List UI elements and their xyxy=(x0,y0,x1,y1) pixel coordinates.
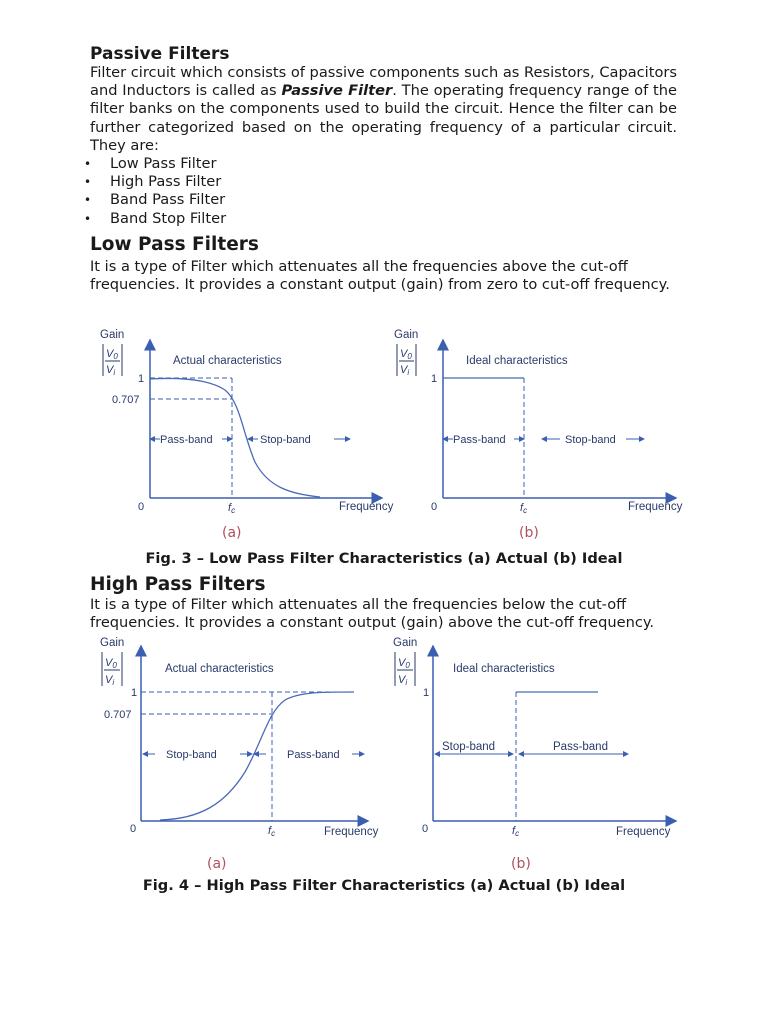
svg-text:V0: V0 xyxy=(106,348,118,361)
low-pass-section xyxy=(90,234,677,294)
chart-title: Ideal characteristics xyxy=(453,663,555,675)
panel-label-b: (b) xyxy=(519,525,539,541)
low-pass-actual-chart xyxy=(100,329,394,541)
x-axis-label: Frequency xyxy=(616,826,671,838)
x-tick-0: 0 xyxy=(431,501,438,513)
low-pass-paragraph: It is a type of Filter which attenuates all the frequencies above the cut-off frequencies. It provides a constant output (gain) from zero to cut-off frequency. xyxy=(90,258,670,294)
high-pass-ideal-chart xyxy=(393,637,676,872)
panel-label-a: (a) xyxy=(207,856,227,872)
y-tick-1: 1 xyxy=(131,687,138,699)
gain-label: Gain xyxy=(100,329,125,341)
svg-text:Vi: Vi xyxy=(106,364,116,377)
svg-text:Vi: Vi xyxy=(105,674,115,687)
svg-text:V0: V0 xyxy=(105,657,117,670)
svg-text:V0: V0 xyxy=(398,657,410,670)
y-tick-1: 1 xyxy=(138,373,145,385)
x-tick-fc: fc xyxy=(228,502,236,515)
chart-title: Ideal characteristics xyxy=(466,355,568,367)
x-tick-0: 0 xyxy=(422,823,429,835)
pass-band-label: Pass-band xyxy=(553,741,608,753)
y-tick-1: 1 xyxy=(423,687,430,699)
section-title: High Pass Filters xyxy=(90,574,266,595)
x-axis-label: Frequency xyxy=(628,501,683,513)
x-tick-fc: fc xyxy=(520,502,528,515)
figure-4-caption: Fig. 4 – High Pass Filter Characteristics (a) Actual (b) Ideal xyxy=(142,877,626,894)
list-item: • High Pass Filter xyxy=(90,173,677,191)
passive-filters-section xyxy=(90,44,677,228)
y-tick-0707: 0.707 xyxy=(112,394,140,406)
x-axis-label: Frequency xyxy=(339,501,394,513)
chart-title: Actual characteristics xyxy=(173,355,282,367)
y-tick-0707: 0.707 xyxy=(104,709,132,721)
x-axis-label: Frequency xyxy=(324,826,379,838)
pass-band-label: Pass-band xyxy=(453,434,506,446)
panel-label-a: (a) xyxy=(222,525,242,541)
pass-band-label: Pass-band xyxy=(287,749,340,761)
vo-vi-fraction xyxy=(103,344,122,377)
stop-band-label: Stop-band xyxy=(565,434,616,446)
section-title: Passive Filters xyxy=(90,44,230,64)
stop-band-label: Stop-band xyxy=(260,434,311,446)
x-tick-fc: fc xyxy=(268,825,276,838)
high-pass-actual-chart xyxy=(100,637,379,872)
vo-vi-fraction xyxy=(395,652,415,687)
figure-3 xyxy=(0,322,768,542)
list-item: • Band Pass Filter xyxy=(90,191,677,209)
svg-text:Vi: Vi xyxy=(400,364,410,377)
y-tick-1: 1 xyxy=(431,373,438,385)
vo-vi-fraction xyxy=(102,652,122,687)
x-tick-0: 0 xyxy=(130,823,137,835)
x-tick-0: 0 xyxy=(138,501,145,513)
intro-paragraph: Filter circuit which consists of passive components such as Resistors, Capacitors and Inductors is called as Passive Filter. The operating frequency range of the filter banks on the components used to build the circuit. Hence the filter can be further categorized based on the operating frequency of a particular circuit. They are: xyxy=(90,64,677,154)
low-pass-ideal-chart xyxy=(394,329,683,541)
svg-text:V0: V0 xyxy=(400,348,412,361)
stop-band-label: Stop-band xyxy=(442,741,496,753)
passive-filter-term: Passive Filter xyxy=(281,82,393,100)
list-item: • Band Stop Filter xyxy=(90,210,677,228)
pass-band-label: Pass-band xyxy=(160,434,213,446)
chart-title: Actual characteristics xyxy=(165,663,274,675)
list-item: • Low Pass Filter xyxy=(90,155,677,173)
svg-text:Vi: Vi xyxy=(398,674,408,687)
gain-label: Gain xyxy=(394,329,419,341)
gain-label: Gain xyxy=(393,637,418,649)
vo-vi-fraction xyxy=(397,344,416,377)
figure-4 xyxy=(0,632,768,872)
x-tick-fc: fc xyxy=(512,825,520,838)
gain-label: Gain xyxy=(100,637,125,649)
high-pass-paragraph: It is a type of Filter which attenuates all the frequencies below the cut-off frequencies. It provides a constant output (gain) above the cut-off frequency. xyxy=(90,596,655,632)
filter-type-list xyxy=(90,155,677,228)
panel-label-b: (b) xyxy=(511,856,531,872)
figure-3-caption: Fig. 3 – Low Pass Filter Characteristics (a) Actual (b) Ideal xyxy=(145,550,623,567)
stop-band-label: Stop-band xyxy=(166,749,217,761)
high-pass-section xyxy=(90,574,677,632)
section-title: Low Pass Filters xyxy=(90,234,259,255)
